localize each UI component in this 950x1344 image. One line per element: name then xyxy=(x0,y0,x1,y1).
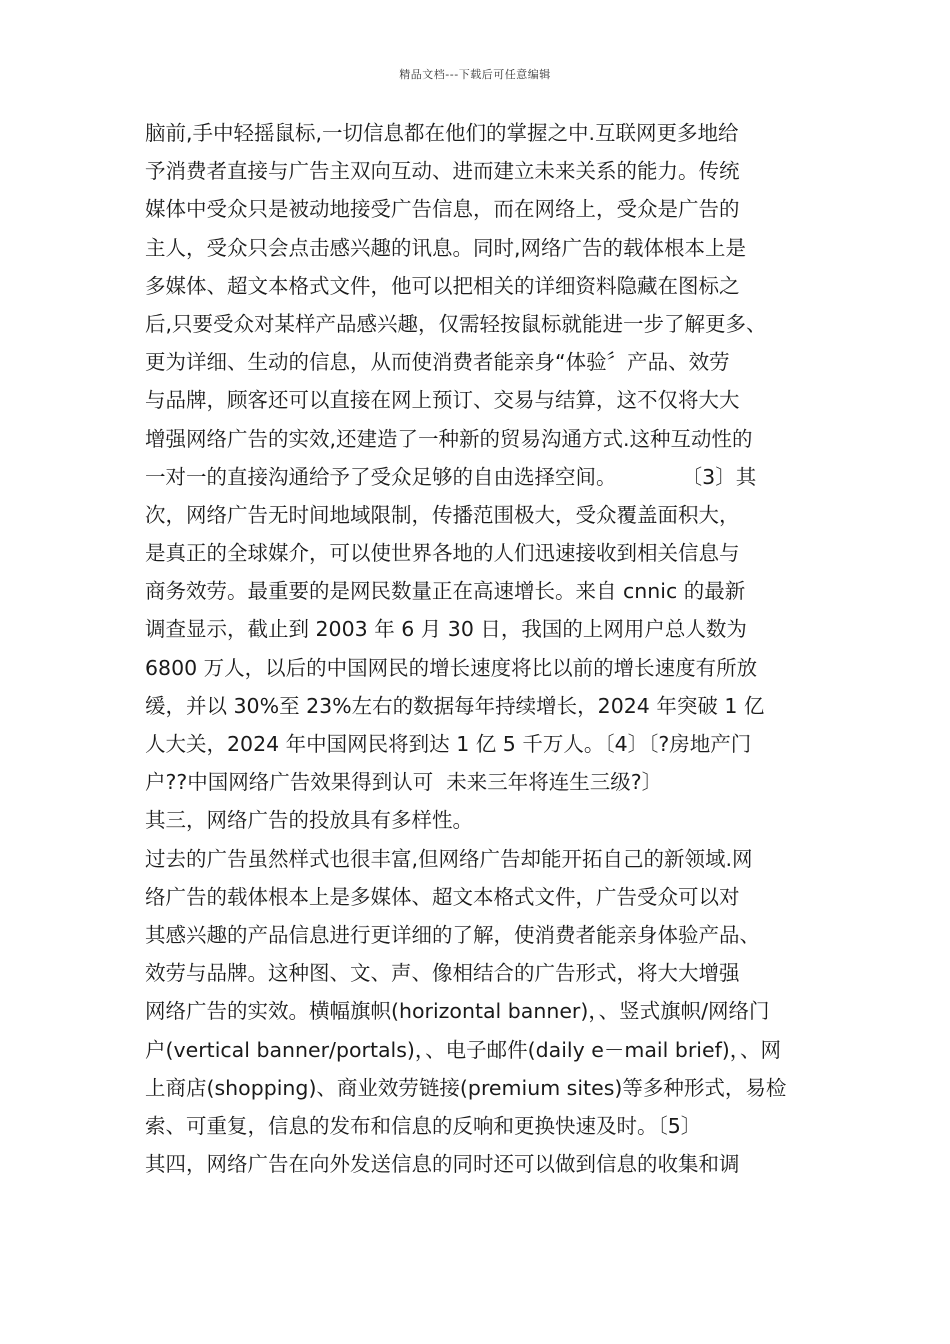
text-line: 次，网络广告无时间地域限制，传播范围极大，受众覆盖面积大， xyxy=(145,502,740,527)
text-line: 与品牌，顾客还可以直接在网上预订、交易与结算，这不仅将大大 xyxy=(145,388,740,413)
text-line: 调查显示，截止到 2003 年 6 月 30 日，我国的上网用户总人数为 xyxy=(145,617,747,642)
text-line: 户??中国网络广告效果得到认可 未来三年将连生三级?〕 xyxy=(145,770,663,795)
text-line: 后,只要受众对某样产品感兴趣，仅需轻按鼠标就能进一步了解更多、 xyxy=(145,311,767,336)
text-line: 过去的广告虽然样式也很丰富,但网络广告却能开拓自己的新领域.网 xyxy=(145,846,753,871)
text-line: 索、可重复，信息的发布和信息的反响和更换快速及时。〔5〕 xyxy=(145,1113,702,1138)
text-line: 缓，并以 30%至 23%左右的数据每年持续增长，2024 年突破 1 亿 xyxy=(145,693,765,718)
text-line: 一对一的直接沟通给予了受众足够的自由选择空间。 〔3〕其 xyxy=(145,464,757,489)
text-line: 其感兴趣的产品信息进行更详细的了解，使消费者能亲身体验产品、 xyxy=(145,922,760,947)
text-line: 予消费者直接与广告主双向互动、进而建立未来关系的能力。传统 xyxy=(145,159,740,184)
text-line: 效劳与品牌。这种图、文、声、像相结合的广告形式，将大大增强 xyxy=(145,961,740,986)
text-line: 络广告的载体根本上是多媒体、超文本格式文件，广告受众可以对 xyxy=(145,884,740,909)
text-line: 是真正的全球媒介，可以使世界各地的人们迅速接收到相关信息与 xyxy=(145,541,740,566)
text-line: 脑前,手中轻摇鼠标,一切信息都在他们的掌握之中.互联网更多地给 xyxy=(145,121,739,145)
text-line: 增强网络广告的实效,还建造了一种新的贸易沟通方式.这种互动性的 xyxy=(145,426,753,451)
text-line: 网络广告的实效。横幅旗帜(horizontal banner)，、竖式旗帜/网络门 xyxy=(145,999,770,1024)
text-line: 更为详细、生动的信息，从而使消费者能亲身“体验〞产品、效劳 xyxy=(145,350,730,375)
text-line: 上商店(shopping)、商业效劳链接(premium sites)等多种形式，易检 xyxy=(145,1075,787,1100)
text-line: 商务效劳。最重要的是网民数量正在高速增长。来自 cnnic 的最新 xyxy=(145,579,746,604)
text-line: 6800 万人，以后的中国网民的增长速度将比以前的增长速度有所放 xyxy=(145,655,758,680)
text-line: 户(vertical banner/portals)，、电子邮件(daily e－mail brief)，、网 xyxy=(145,1037,782,1062)
text-line: 媒体中受众只是被动地接受广告信息，而在网络上，受众是广告的 xyxy=(145,197,740,222)
text-line: 多媒体、超文本格式文件，他可以把相关的详细资料隐藏在图标之 xyxy=(145,273,740,298)
page-header: 精品文档---下载后可任意编辑 xyxy=(399,68,551,81)
text-line: 其三，网络广告的投放具有多样性。 xyxy=(145,808,473,833)
document-body xyxy=(145,114,815,1183)
text-line: 主人，受众只会点击感兴趣的讯息。同时,网络广告的载体根本上是 xyxy=(145,235,747,260)
text-line: 其四，网络广告在向外发送信息的同时还可以做到信息的收集和调 xyxy=(145,1152,740,1177)
text-line: 人大关，2024 年中国网民将到达 1 亿 5 千万人。〔4〕〔?房地产门 xyxy=(145,732,752,756)
